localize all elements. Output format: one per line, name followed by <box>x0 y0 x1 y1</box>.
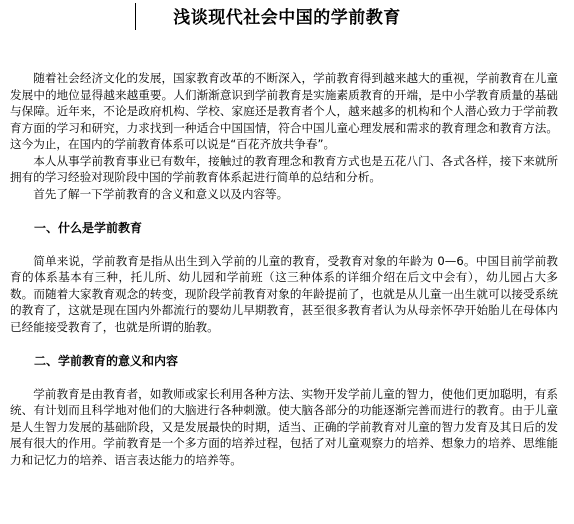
document-body <box>10 70 558 468</box>
intro-paragraph-1: 随着社会经济文化的发展，国家教育改革的不断深入，学前教育得到越来越大的重视，学前教育在儿童发展中的地位显得越来越重要。人们渐渐意识到学前教育是实施素质教育的开端，是中小学教育质量的基础与保障。近年来，不论是政府机构、学校、家庭还是教育者个人，越来越多的机构和个人潜心致力于学前教育方面的学习和研究，力求找到一种适合中国国情，符合中国儿童心理发展和需求的教育理念和教育方法。这今为止，在国内的学前教育体系可以说是“百花齐放共争春”。 <box>10 71 558 151</box>
document-title: 浅谈现代社会中国的学前教育 <box>173 8 401 28</box>
section-heading-1: 一、什么是学前教育 <box>34 221 143 235</box>
intro-paragraph-2: 本人从事学前教育事业已有数年，接触过的教育理念和教育方式也是五花八门、各式各样，接下来就所拥有的学习经验对现阶段中国的学前教育体系起进行简单的总结和分析。 <box>10 153 558 184</box>
section-2-paragraph: 学前教育是由教育者，如教师或家长利用各种方法、实物开发学前儿童的智力，使他们更加聪明，有系统、有计划而且科学地对他们的大脑进行各种刺激。使大脑各部分的功能逐渐完善而进行的教育。由于儿童是人生智力发展的基础阶段，又是发展最快的时期，适当、正确的学前教育对儿童的智力发育及其日后的发展有很大的作用。学前教育是一个多方面的培养过程，包括了对儿童观察力的培养、想象力的培养、思维能力和记忆力的培养、语言表达能力的培养等。 <box>10 386 558 467</box>
intro-paragraph-3: 首先了解一下学前教育的含义和意义以及内容等。 <box>33 186 289 201</box>
section-heading-2: 二、学前教育的意义和内容 <box>34 354 179 368</box>
section-1-paragraph: 简单来说，学前教育是指从出生到入学前的儿童的教育，受教育对象的年龄为 0—6。中国目前学前教育的体系基本有三种，托儿所、幼儿园和学前班（这三种体系的详细介绍在后文中会有），幼儿园占大多数。而随着大家教育观念的转变，现阶段学前教育对象的年龄提前了，也就是从儿童一出生就可以接受系统的教育了，这就是现在国内外都流行的婴幼儿早期教育，甚至很多教育者认为从母亲怀孕开始胎儿在母体内已经能接受教育了，也就是所谓的胎教。 <box>10 253 558 334</box>
